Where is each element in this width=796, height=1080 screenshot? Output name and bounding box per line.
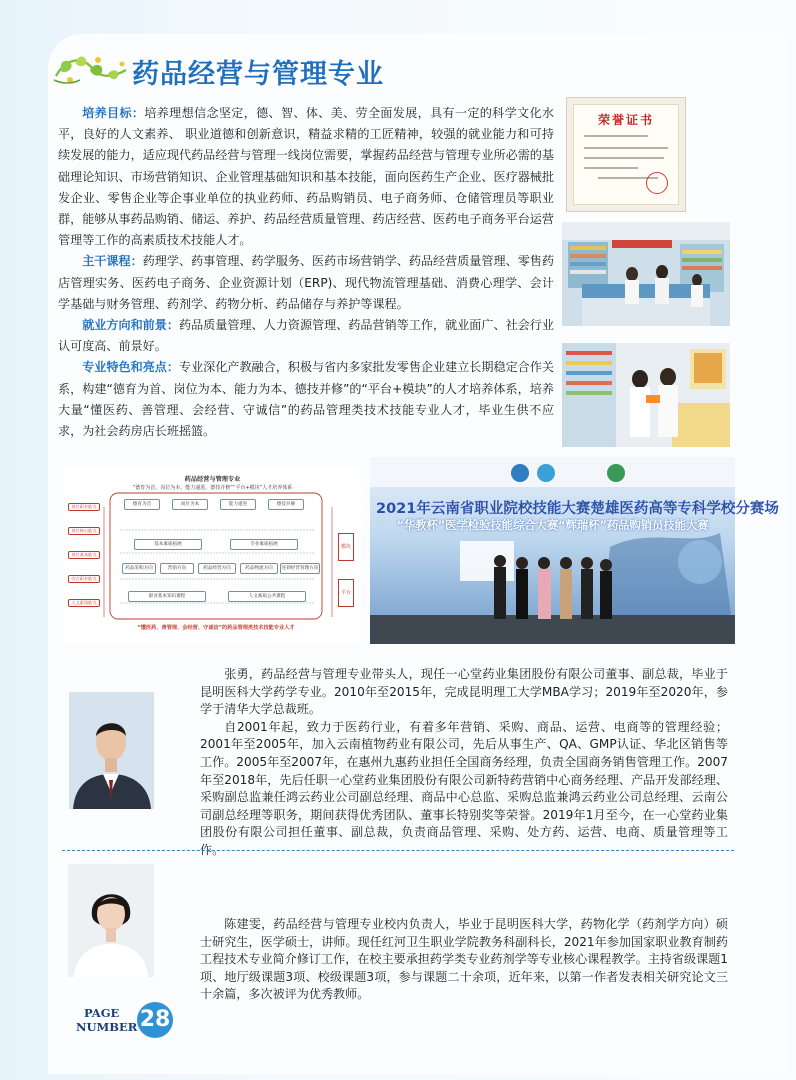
director-bio [200,666,728,860]
certificate-text-line [584,157,664,159]
course-text: 药理学、药事管理、药学服务、医药市场营销学、药品经营质量管理、零售药店管理实务、医药电子商务、企业资源计划（ERP)、现代物流管理基础、消费心理学、会计学基础与财务管理、药剂学、药物分析、药品储存与养护等课程。 [58,254,554,311]
section-header [52,46,452,94]
certificate-photo [566,97,686,212]
diagram-left-tag: 岗位核心能力 [68,527,100,535]
diagram-box: 岗位为本 [172,499,208,510]
page-title: 药品经营与管理专业 [132,59,384,90]
page-label-line: PAGE [84,1006,120,1020]
bio-paragraph: 自2001年起，致力于医药行业，有着多年营销、采购、商品、运营、电商等的管理经验；2001年至2005年，加入云南植物药业有限公司，先后从事生产、QA、GMP认证、华北区销售等工作。2005年至2007年，在惠州九惠药业担任全国商务经理，负责全国商务销售管理工作。2007年至2018年，先后任职一心堂药业集团股份有限公司新特药营销中心商务经理、产品开发部经理、采购副总监兼任鸿云药业公司副总经理、商品中心总监、采购总监兼鸿云药业公司总经理、云南公司副总经理等职务，期间获得优秀团队、董事长特别奖等荣誉。2019年1月至今，在一心堂药业集团股份有限公司担任董事、副总裁，负责商品管理、采购、处方药、运营、电商、质量管理等工作。 [200,719,728,857]
goal-text: 培养理想信念坚定，德、智、体、美、劳全面发展，具有一定的科学文化水平，良好的人文素养、 职业道德和创新意识，精益求精的工匠精神，较强的就业能力和可持续发展的能力，适应现代药品经营与管理一线岗位需要，掌握药品经营与管理专业所必需的基础理论知识、市场营销知识、企业管理基础知识和基本技能，面向医药生产企业、医疗器械批发企业、零售企业等企事业单位的执业药师、药品购销员、电子商务师、仓储管理员等职业群，能够从事药品购销、储运、养护、药品经营质量管理、药店经营、医药电子商务平台运营管理等工作的高素质技术技能人才。 [58,106,554,248]
diagram-left-tag: 岗位基本能力 [68,551,100,559]
career-label: 就业方向和前景： [82,318,179,333]
certificate-paper [573,104,679,205]
diagram-box: 职业基本知识课程 [128,591,206,602]
diagram-right-tag: 平台 [338,579,354,607]
feature-paragraph [58,357,554,442]
competition-scene-image [370,457,779,644]
diagram-subtitle: “德育为首、岗位为本、能力递进、德技并修”“平台+模块”人才培养体系 [132,485,293,491]
diagram-box: 专业素质拓展 [230,539,298,550]
diagram-box: 人文素质公共课程 [228,591,306,602]
diagram-box: 营销方向 [160,563,194,574]
career-text: 药品质量管理、人力资源管理、药品营销等工作，就业面广、社会行业认可度高、前景好。 [58,318,554,354]
certificate-title: 荣誉证书 [597,113,654,127]
bio-paragraph: 张勇，药品经营与管理专业带头人，现任一心堂药业集团股份有限公司董事、副总裁，毕业于昆明医科大学药学专业。2010年至2015年，完成昆明理工大学MBA学习；2019年至2020年，参学于清华大学总裁班。 [200,667,728,717]
female-portrait-image [68,864,154,977]
banner-subtitle: “华教杯”医学检验技能综合大赛“辉瑞杯”药品购销员技能大赛 [396,519,709,532]
page-label [76,1006,137,1034]
feature-text: 专业深化产教融合，积极与省内多家批发零售企业建立长期稳定合作关系，构建“德育为首、岗位为本、能力为本、德技并修”的“平台+模块”的人才培养体系，培养大量“懂医药、善管理、会经营、守诚信”的药品管理类技术技能专业人才，毕业生供不应求，为社会药房店长班摇篮。 [58,360,554,439]
diagram-box: 连锁经营管理方向 [280,563,320,574]
floral-vine-ornament-icon [52,50,130,88]
pharmacy-counter-image [562,343,730,447]
section-divider [62,850,734,851]
pharmacy-counter-photo [562,343,730,447]
diagram-left-tag: 综合职业能力 [68,575,100,583]
diagram-box: 药品物流方向 [240,563,278,574]
banner-title: 2021年云南省职业院校技能大赛楚雄医药高等专科学校分赛场 [376,501,779,517]
lead-teacher-bio [200,916,728,1004]
feature-label: 专业特色和亮点： [82,360,179,375]
goal-paragraph [58,103,554,251]
competition-banner-photo [370,457,779,644]
male-portrait-image [69,692,154,809]
career-paragraph [58,315,554,357]
avatar [69,692,154,809]
diagram-right-tag: 模块 [338,533,354,561]
training-system-diagram [64,467,361,643]
diagram-left-tag: 人文素质能力 [68,599,100,607]
course-label: 主干课程： [82,254,143,269]
diagram-box: 德育为首 [124,499,160,510]
certificate-text-line [584,135,648,137]
diagram-box: 能力递进 [220,499,256,510]
diagram-box: 药品经营方向 [198,563,236,574]
avatar [68,864,154,977]
diagram-title: 药品经营与管理专业 [184,476,241,483]
bio-paragraph: 陈建雯，药品经营与管理专业校内负责人，毕业于昆明医科大学，药物化学（药剂学方向）硕士研究生，医学硕士，讲师。现任红河卫生职业学院教务科副科长，2021年参加国家职业教育制药工程技术专业简介修订工作，在校主要承担药学类专业药剂学等专业核心课程教学。主持省级课题1项、地厅级课题3项、校级课题3项，参与课题二十余项，近年来，以第一作者发表相关研究论文三十余篇，多次被评为优秀教师。 [200,917,728,1002]
page-label-line: NUMBER [76,1020,138,1034]
goal-label: 培养目标： [82,106,145,120]
diagram-box: 基本素质拓展 [134,539,202,550]
certificate-seal-icon [646,172,668,194]
diagram-bottom-label: “懂医药、善管理、会经营、守诚信”的药品管理类技术技能专业人才 [137,625,295,631]
program-intro [58,103,554,442]
diagram-box: 德技并修 [268,499,304,510]
course-paragraph [58,251,554,315]
page-number: 28 [137,1002,173,1038]
diagram-frame [64,467,361,643]
pharmacy-training-photo [562,222,730,326]
certificate-text-line [584,167,638,169]
diagram-left-tag: 岗位职业能力 [68,503,100,511]
certificate-text-line [584,147,668,149]
pharmacy-scene-image [562,222,730,326]
diagram-box: 药品采购方向 [122,563,156,574]
